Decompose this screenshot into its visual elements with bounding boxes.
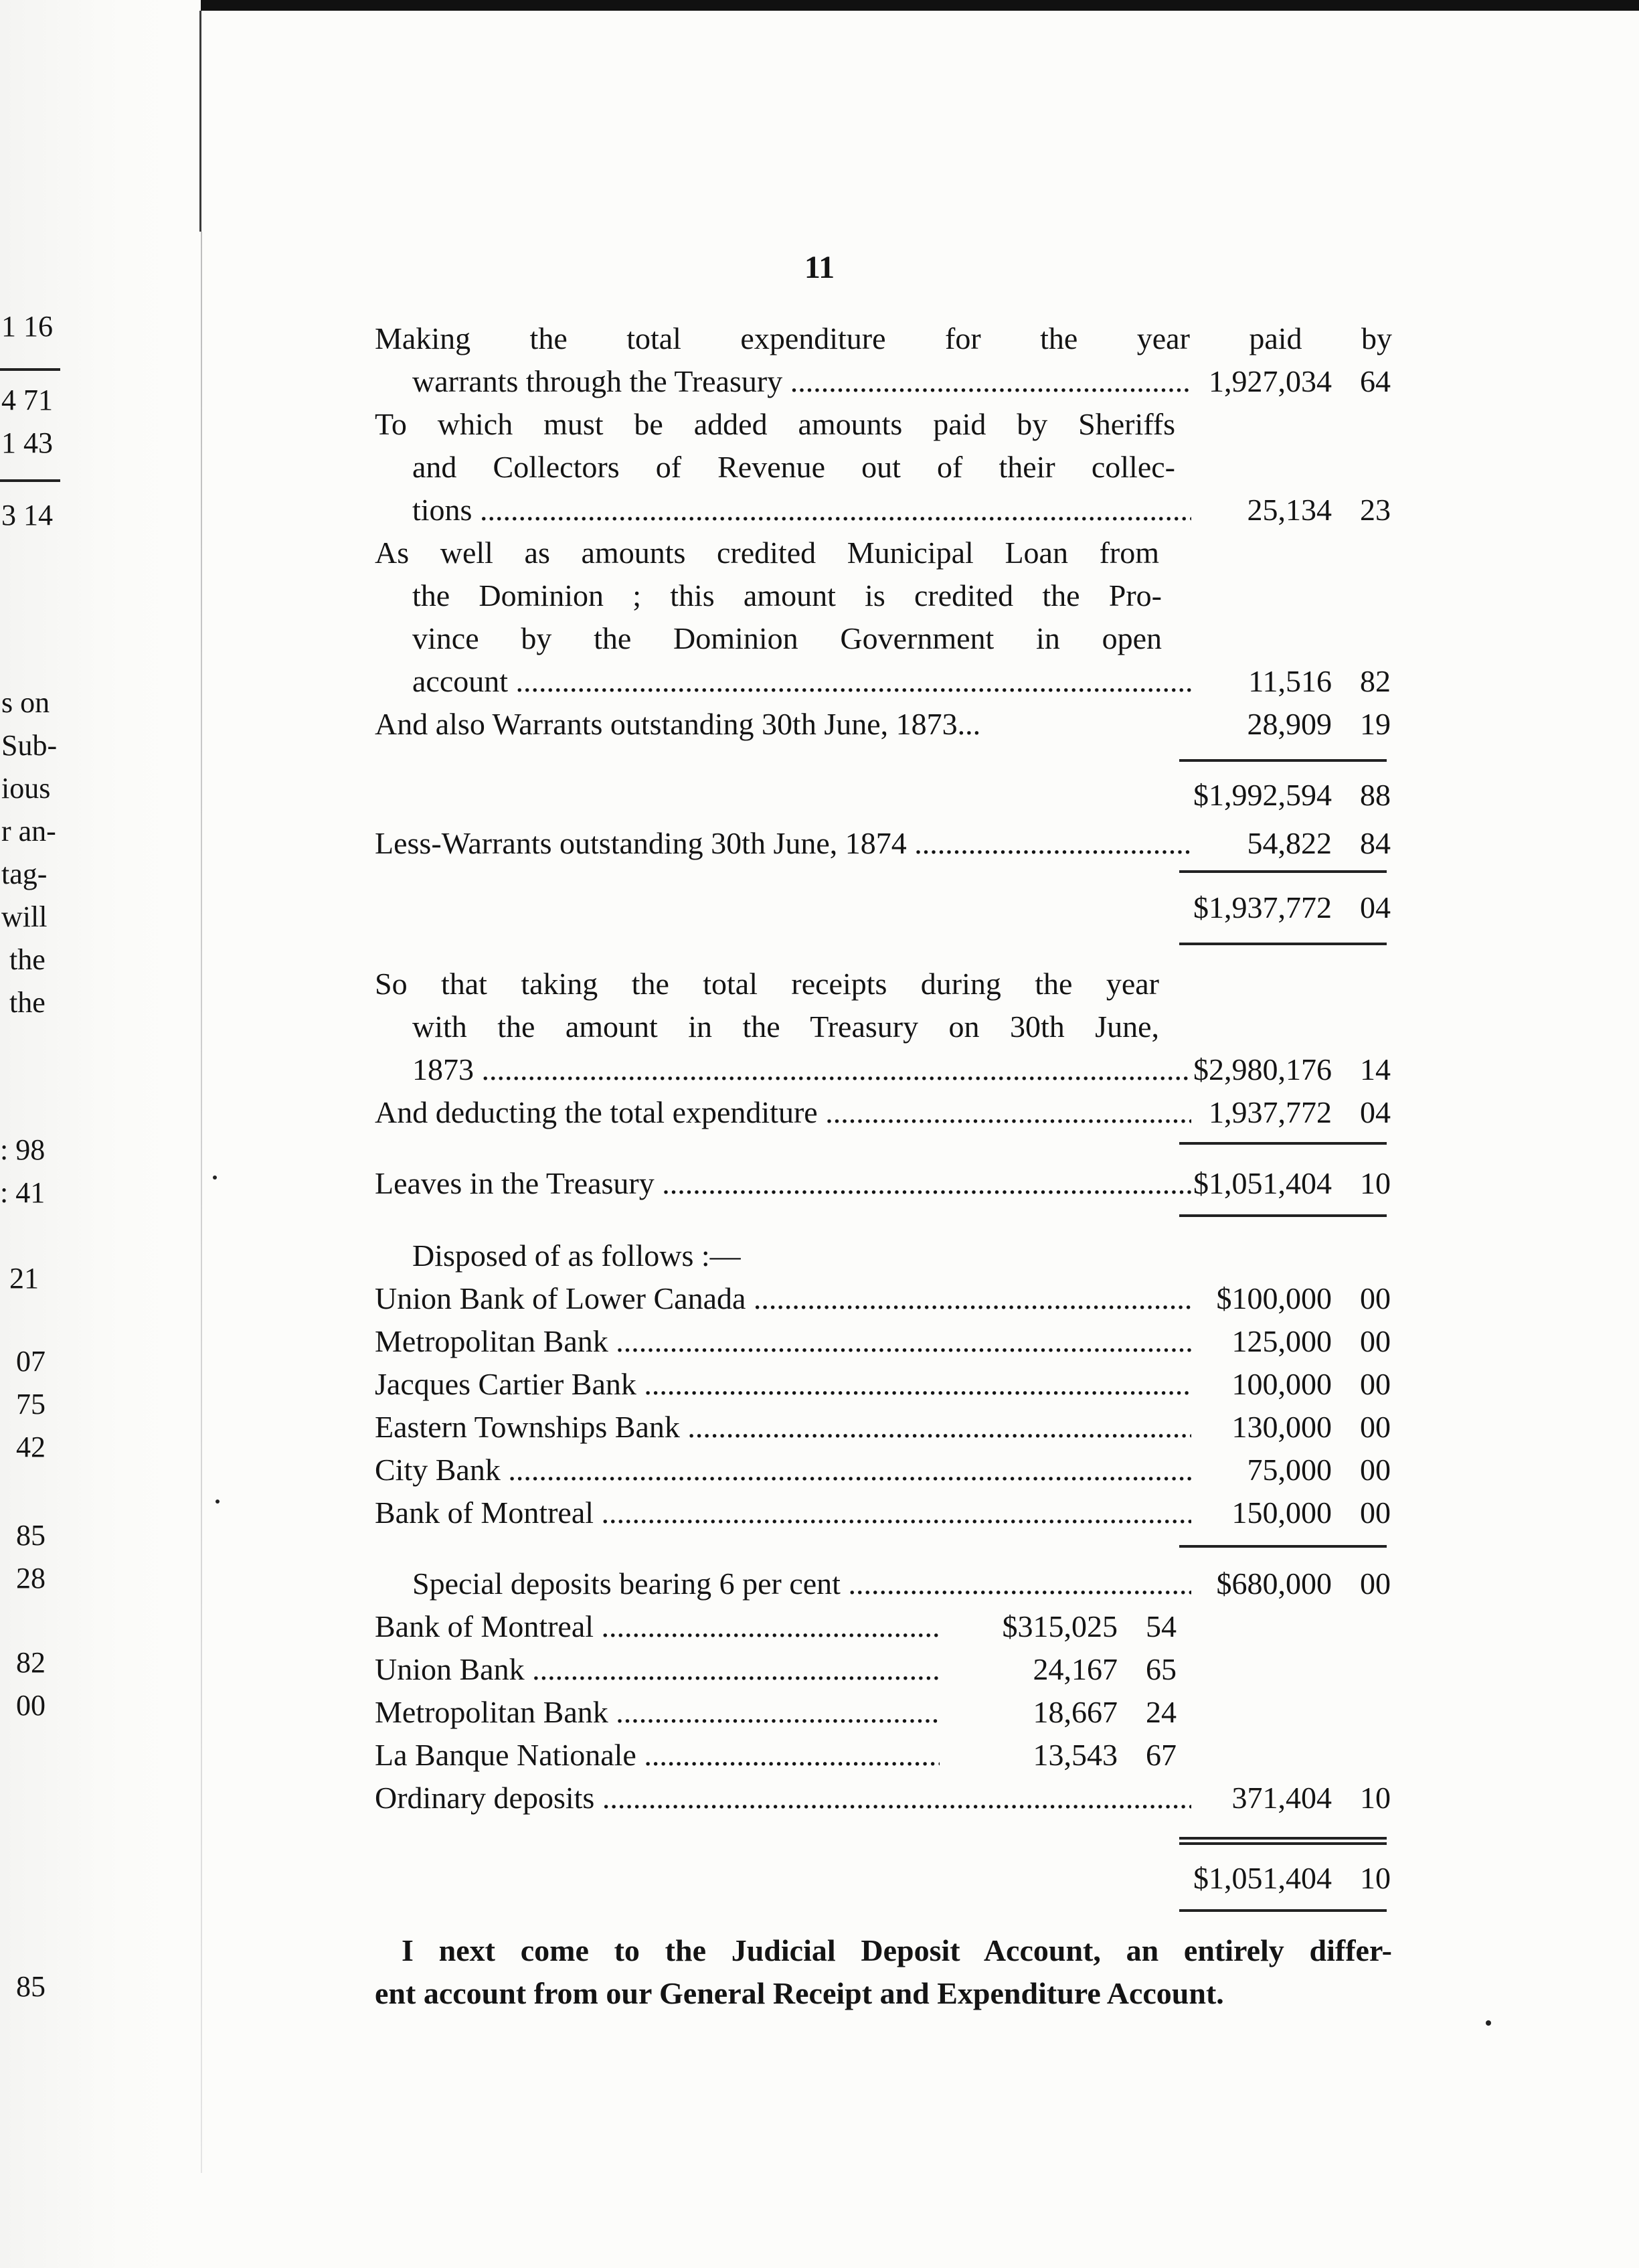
line-amount: $2,980,176 xyxy=(1193,1052,1332,1086)
line-cents: 64 xyxy=(1360,364,1391,398)
line-cents: 00 xyxy=(1360,1495,1391,1530)
line-description: Ordinary deposits ..... xyxy=(375,1777,1191,1819)
statement-line xyxy=(375,1605,1392,1648)
line-cents: 00 xyxy=(1360,1281,1391,1315)
left-fragment: the xyxy=(9,943,46,976)
statement-line xyxy=(375,1691,1392,1734)
statement-line xyxy=(375,1734,1392,1777)
total-cents: 10 xyxy=(1360,1166,1391,1200)
closing-line: ent account from our General Receipt and Expenditure Account. xyxy=(375,1976,1224,2010)
statement-line xyxy=(375,1048,1392,1091)
left-fragment: tag- xyxy=(1,858,48,890)
statement-line xyxy=(375,1005,1392,1048)
binding-edge-shadow xyxy=(201,232,202,2173)
deposit-cents: 24 xyxy=(1146,1695,1177,1729)
grand-total-cents: 10 xyxy=(1360,1861,1391,1895)
left-fragment: 00 xyxy=(16,1689,46,1722)
left-fragment: r an- xyxy=(1,815,56,847)
deposit-cents: 54 xyxy=(1146,1609,1177,1643)
line-description: Metropolitan Bank ..... xyxy=(375,1691,940,1734)
line-cents: 00 xyxy=(1360,1324,1391,1358)
statement-line xyxy=(375,360,1392,403)
total-amount: $1,051,404 xyxy=(1193,1166,1332,1200)
left-fragment: 85 xyxy=(16,1519,46,1552)
line-description: and Collectors of Revenue out of their collec- xyxy=(412,450,1175,484)
line-amount: $680,000 xyxy=(1216,1566,1332,1601)
line-cents: 14 xyxy=(1360,1052,1391,1086)
statement-line xyxy=(375,1234,1392,1277)
left-fragment: 42 xyxy=(16,1431,46,1463)
line-amount: 11,516 xyxy=(1248,664,1332,698)
left-fragment: : 98 xyxy=(0,1133,46,1166)
line-amount: 150,000 xyxy=(1231,1495,1332,1530)
statement-line xyxy=(375,774,1392,817)
statement-line xyxy=(375,317,1392,360)
statement-line xyxy=(375,617,1392,660)
statement-line xyxy=(375,1277,1392,1320)
paper-speck xyxy=(215,1500,220,1504)
deposit-amount: 18,667 xyxy=(1033,1695,1118,1729)
line-description: Union Bank ..... xyxy=(375,1648,940,1691)
total-double-rule xyxy=(1179,1837,1387,1845)
line-description: the Dominion ; this amount is credited the Pro- xyxy=(412,578,1162,613)
subtotal-amount: $1,937,772 xyxy=(1193,890,1332,924)
left-fragment: 85 xyxy=(16,1970,46,2003)
line-cents: 23 xyxy=(1360,493,1391,527)
line-amount: 130,000 xyxy=(1231,1410,1332,1444)
left-fragment: 1 43 xyxy=(1,426,53,459)
line-amount: $100,000 xyxy=(1216,1281,1332,1315)
statement-line xyxy=(375,446,1392,489)
sum-rule xyxy=(1179,1545,1387,1548)
line-description: Making the total expenditure for the year paid by xyxy=(375,321,1392,355)
paper-speck xyxy=(213,1176,217,1180)
sum-rule xyxy=(1179,943,1387,945)
statement-line xyxy=(375,1491,1392,1534)
statement-line xyxy=(375,1648,1392,1691)
line-description: To which must be added amounts paid by Sheriffs xyxy=(375,407,1175,441)
left-fragment: Sub- xyxy=(1,729,58,762)
line-description: Less-Warrants outstanding 30th June, 1874 ..... xyxy=(375,822,1191,865)
line-description: Eastern Townships Bank ..... xyxy=(375,1406,1191,1449)
binding-edge xyxy=(199,11,201,232)
line-description: Bank of Montreal ..... xyxy=(375,1605,940,1648)
subtotal-cents: 04 xyxy=(1360,890,1391,924)
line-description: tions ..... xyxy=(412,489,1191,532)
subtotal-cents: 88 xyxy=(1360,778,1391,812)
left-fragment: 21 xyxy=(9,1262,39,1295)
statement-line xyxy=(375,532,1392,574)
sum-rule xyxy=(1179,1142,1387,1145)
statement-line xyxy=(375,574,1392,617)
line-cents: 00 xyxy=(1360,1566,1391,1601)
statement-line xyxy=(375,403,1392,446)
line-cents: 00 xyxy=(1360,1410,1391,1444)
line-cents: 04 xyxy=(1360,1095,1391,1129)
line-description: And deducting the total expenditure ..... xyxy=(375,1091,1191,1134)
line-description: Union Bank of Lower Canada ..... xyxy=(375,1277,1191,1320)
line-description: 1873 ..... xyxy=(412,1048,1191,1091)
deposit-cents: 65 xyxy=(1146,1652,1177,1686)
statement-line xyxy=(375,822,1392,865)
line-cents: 00 xyxy=(1360,1367,1391,1401)
line-description: Leaves in the Treasury ..... xyxy=(375,1162,1191,1205)
left-fragment: 4 71 xyxy=(1,384,53,416)
sum-rule xyxy=(1179,1909,1387,1912)
statement-line xyxy=(375,1091,1392,1134)
line-description: vince by the Dominion Government in open xyxy=(412,621,1162,655)
statement-line xyxy=(375,1320,1392,1363)
line-description: with the amount in the Treasury on 30th June, xyxy=(412,1009,1159,1044)
grand-total-amount: $1,051,404 xyxy=(1193,1861,1332,1895)
left-fragment: 07 xyxy=(16,1345,46,1378)
statement-line xyxy=(375,1406,1392,1449)
line-amount: 1,927,034 xyxy=(1209,364,1332,398)
deposit-amount: 24,167 xyxy=(1033,1652,1118,1686)
line-description: City Bank ..... xyxy=(375,1449,1191,1491)
statement-line xyxy=(375,1363,1392,1406)
line-cents: 10 xyxy=(1360,1781,1391,1815)
line-cents: 19 xyxy=(1360,707,1391,741)
line-description: And also Warrants outstanding 30th June, 1873... xyxy=(375,707,981,741)
section-heading: Disposed of as follows :— xyxy=(412,1238,741,1273)
line-description: Bank of Montreal ..... xyxy=(375,1491,1191,1534)
left-fragment: s on xyxy=(1,686,50,719)
line-cents: 82 xyxy=(1360,664,1391,698)
deposit-cents: 67 xyxy=(1146,1738,1177,1772)
paper-speck xyxy=(1486,2020,1491,2026)
closing-line: I next come to the Judicial Deposit Account, an entirely differ- xyxy=(402,1933,1392,1967)
closing-paragraph xyxy=(375,1929,1392,2015)
statement-line xyxy=(375,489,1392,532)
line-description: account ..... xyxy=(412,660,1191,703)
left-fragment: 28 xyxy=(16,1562,46,1595)
page-top-edge xyxy=(0,0,1639,11)
line-amount: 371,404 xyxy=(1231,1781,1332,1815)
line-description: warrants through the Treasury ..... xyxy=(412,360,1191,403)
line-amount: 125,000 xyxy=(1231,1324,1332,1358)
left-fragment: : 41 xyxy=(0,1176,46,1209)
line-description: La Banque Nationale ..... xyxy=(375,1734,940,1777)
statement-line xyxy=(375,963,1392,1005)
line-amount: 25,134 xyxy=(1247,493,1332,527)
left-fragment: 3 14 xyxy=(1,499,53,532)
line-description: Metropolitan Bank ..... xyxy=(375,1320,1191,1363)
statement-line xyxy=(375,1562,1392,1605)
left-fragment: 1 16 xyxy=(1,310,53,343)
line-amount: 100,000 xyxy=(1231,1367,1332,1401)
line-cents: 00 xyxy=(1360,1453,1391,1487)
statement-line xyxy=(375,886,1392,929)
line-description: Special deposits bearing 6 per cent ..... xyxy=(412,1562,1191,1605)
left-fragment: 75 xyxy=(16,1388,46,1421)
left-fragment: the xyxy=(9,986,46,1019)
statement-line xyxy=(375,1162,1392,1205)
statement-line xyxy=(375,1777,1392,1819)
statement-line xyxy=(375,1449,1392,1491)
sum-rule xyxy=(1179,1214,1387,1217)
line-amount: 28,909 xyxy=(1247,707,1332,741)
deposit-amount: $315,025 xyxy=(1002,1609,1118,1643)
sum-rule xyxy=(1179,870,1387,873)
line-amount: 54,822 xyxy=(1247,826,1332,860)
line-description: So that taking the total receipts during the year xyxy=(375,967,1159,1001)
left-fragment: will xyxy=(1,900,48,933)
line-amount: 1,937,772 xyxy=(1209,1095,1332,1129)
line-amount: 75,000 xyxy=(1247,1453,1332,1487)
left-fragment-rule xyxy=(0,479,60,482)
left-fragment-rule xyxy=(0,368,60,371)
line-cents: 84 xyxy=(1360,826,1391,860)
statement-line xyxy=(375,660,1392,703)
sum-rule xyxy=(1179,759,1387,762)
statement-line xyxy=(375,703,1392,746)
statement-line xyxy=(375,1857,1392,1900)
line-description: Jacques Cartier Bank ..... xyxy=(375,1363,1191,1406)
line-description: As well as amounts credited Municipal Loan from xyxy=(375,536,1159,570)
subtotal-amount: $1,992,594 xyxy=(1193,778,1332,812)
left-fragment: 82 xyxy=(16,1646,46,1679)
page-number: 11 xyxy=(804,250,835,285)
left-fragment: ious xyxy=(1,772,51,805)
deposit-amount: 13,543 xyxy=(1033,1738,1118,1772)
